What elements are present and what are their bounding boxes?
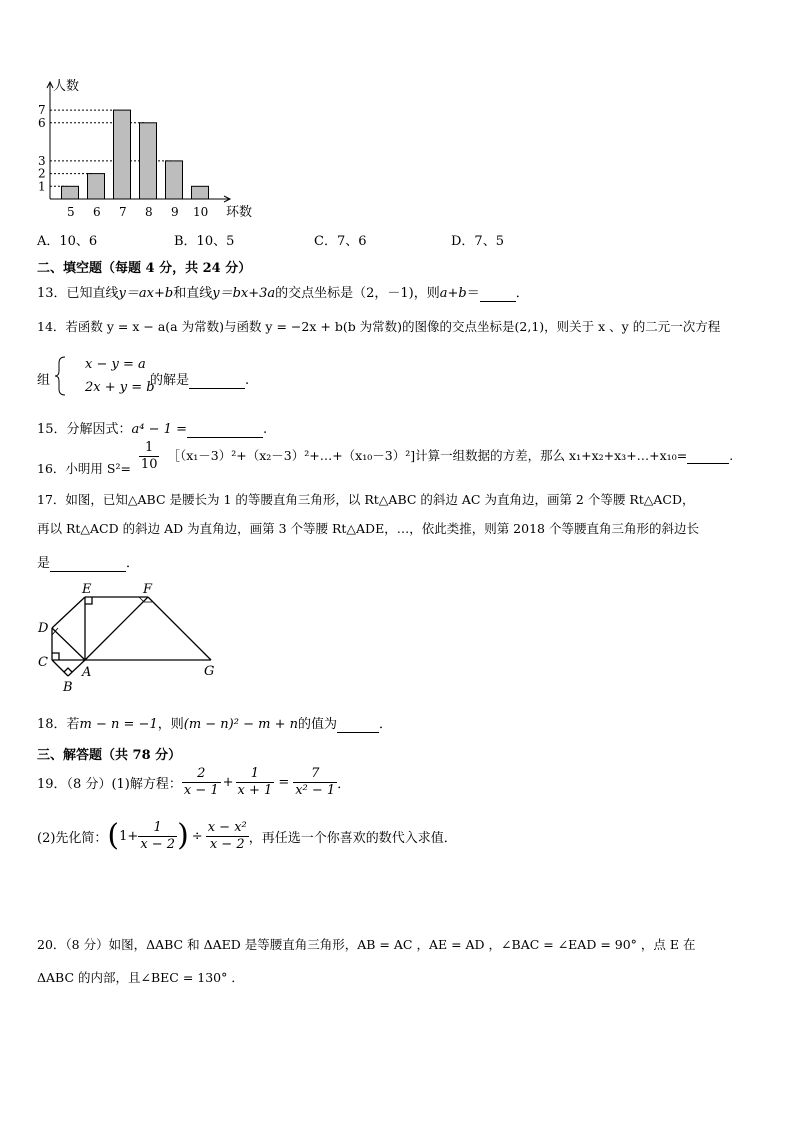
right-angle-c [52, 653, 59, 660]
q13-c: 和直线 [173, 286, 213, 301]
x-tick-label: 9 [171, 205, 179, 219]
label-d: D [38, 621, 49, 636]
q13-e: 的交点坐标是（2，－1)，则 [275, 286, 440, 301]
q15-b: a⁴ − 1 = [131, 422, 187, 437]
q18-c: ，则 [157, 717, 184, 732]
q19-frac2 [236, 766, 275, 799]
q16-end: . [729, 448, 734, 463]
q19-frac5-den: x − 2 [209, 836, 245, 852]
q19-frac5 [206, 820, 249, 853]
question-18 [37, 713, 392, 733]
q14-end: . [245, 373, 250, 388]
q20-line2: ΔABC 的内部，且∠BEC = 130° ． [37, 970, 244, 985]
q18-b: m − n = −1 [79, 717, 158, 732]
q13-answer-blank[interactable] [480, 286, 516, 302]
triangle-figure [30, 580, 230, 695]
q13-b: y＝ax+b [118, 286, 174, 301]
q16-a: 16．小明用 S²= [37, 461, 131, 476]
q19-plus: + [222, 774, 234, 790]
segment-cb [52, 660, 68, 676]
right-angle-e [85, 597, 92, 604]
bar [140, 123, 157, 199]
q13-end: ． [515, 286, 529, 301]
q18-end: ． [379, 717, 393, 732]
label-a: A [82, 665, 92, 680]
q19-frac2-num: 1 [236, 766, 275, 783]
q16-num: 1 [139, 440, 160, 457]
y-tick-label: 6 [38, 115, 46, 130]
q14-line1: 14．若函数 y = x − a(a 为常数)与函数 y = −2x + b(b 为常数)的图像的交点坐标是(2,1)，则关于 x 、y 的二元一次方程 [37, 319, 721, 334]
label-e: E [82, 582, 92, 597]
section-2-title: 二、填空题（每题 4 分，共 24 分） [37, 261, 252, 276]
bar [192, 186, 209, 199]
segment-de [52, 597, 85, 628]
q18-e: 的值为 [297, 717, 337, 732]
question-19-part1 [37, 762, 350, 802]
label-f: F [143, 582, 153, 597]
q17-line2: 再以 Rt△ACD 的斜边 AD 为直角边，画第 3 个等腰 Rt△ADE，…，依此类推，则第 2018 个等腰直角三角形的斜边长 [37, 521, 699, 536]
q18-a: 18．若 [37, 717, 80, 732]
q13-f: a+b [439, 286, 467, 301]
q19-equals: = [278, 774, 290, 790]
q16-b: ［（x₁－3）²+（x₂－3）²+…+（x₁₀－3）²]计算一组数据的方差，那么 x₁+x₂+x₃+…+x₁₀= [167, 448, 688, 463]
x-tick-label: 8 [145, 205, 153, 219]
y-tick-label: 1 [38, 179, 46, 194]
left-brace [53, 355, 67, 397]
right-paren: ) [177, 818, 189, 853]
y-axis-label: 人数 [53, 79, 80, 94]
y-tick-label: 7 [38, 103, 46, 118]
q14-zu: 组 [37, 373, 51, 388]
q19-p1-end: ． [337, 776, 351, 792]
question-19-part2 [37, 814, 457, 858]
y-tick-label: 3 [38, 153, 46, 168]
q19-frac3 [293, 766, 337, 799]
q17-line3-text: 是 [37, 556, 51, 571]
choice-d: D．7、5 [451, 234, 504, 249]
bar [114, 110, 131, 199]
label-c: C [38, 655, 48, 670]
y-tick-label: 2 [38, 166, 46, 181]
label-b: B [63, 680, 73, 695]
label-g: G [204, 664, 215, 679]
choice-b: B．10、5 [174, 234, 235, 249]
segment-fa [85, 597, 148, 660]
q19-frac1-num: 2 [182, 766, 221, 783]
question-16 [37, 440, 734, 476]
q19-frac5-num: x − x² [207, 819, 247, 835]
q18-d: (m − n)² − m + n [183, 717, 298, 732]
q19-number: 19．（8 分） [37, 776, 112, 792]
x-tick-label: 5 [67, 205, 75, 219]
q19-frac3-num: 7 [293, 766, 337, 783]
q19-frac2-den: x + 1 [237, 782, 273, 798]
q14-tail [150, 369, 249, 389]
q15-a: 15．分解因式： [37, 422, 132, 437]
q19-p2-tail: ，再任选一个你喜欢的数代入求值． [248, 830, 457, 846]
bar [62, 186, 79, 199]
q16-fraction [139, 440, 160, 473]
q18-answer-blank[interactable] [337, 717, 379, 733]
q13-g: ＝ [466, 286, 480, 301]
question-15 [37, 418, 267, 438]
question-13 [37, 282, 529, 302]
q19-p2-label: (2)先化简： [37, 830, 108, 846]
segment-fg [148, 597, 211, 660]
bar [88, 174, 105, 199]
segment-da [52, 628, 85, 660]
q17-end: ． [126, 556, 140, 571]
q19-frac3-den: x² − 1 [295, 782, 336, 798]
choice-a: A．10、6 [37, 234, 98, 249]
q19-frac1 [182, 766, 221, 799]
x-tick-label: 6 [93, 205, 101, 219]
q14-eq2: 2x + y = b [85, 380, 155, 395]
x-axis-label: 环数 [226, 205, 253, 220]
q13-d: y＝bx+3a [212, 286, 276, 301]
q19-one-plus: 1+ [119, 828, 139, 844]
q19-p1-label: (1)解方程： [111, 776, 182, 792]
bar [166, 161, 183, 199]
q17-answer-blank[interactable] [50, 556, 126, 572]
q15-end: . [262, 422, 268, 437]
x-tick-label: 10 [193, 205, 209, 219]
q14-answer-blank[interactable] [189, 373, 245, 389]
q19-frac1-den: x − 1 [183, 782, 219, 798]
q19-frac4-den: x − 2 [140, 836, 176, 852]
q17-line3 [37, 552, 139, 572]
q14-eq1: x − y = a [85, 357, 146, 372]
q20-line1: 20．（8 分）如图，ΔABC 和 ΔAED 是等腰直角三角形，AB = AC ，AE = AD ，∠BAC = ∠EAD = 90° ，点 E 在 [37, 937, 696, 952]
q14-tail-text: 的解是 [150, 373, 190, 388]
choice-c: C．7、6 [314, 234, 367, 249]
right-angle-b [64, 668, 72, 672]
bar-chart [30, 76, 260, 226]
x-tick-label: 7 [119, 205, 127, 219]
left-paren: ( [107, 818, 120, 853]
q16-answer-blank[interactable] [687, 448, 729, 464]
q15-answer-blank[interactable] [187, 422, 263, 438]
q19-frac4-num: 1 [138, 820, 177, 837]
q16-den: 10 [140, 457, 158, 472]
section-3-title: 三、解答题（共 78 分） [37, 748, 182, 763]
q17-line1: 17．如图，已知△ABC 是腰长为 1 的等腰直角三角形，以 Rt△ABC 的斜边 AC 为直角边，画第 2 个等腰 Rt△ACD， [37, 492, 695, 507]
q13-a: 13．已知直线 [37, 286, 119, 301]
q19-frac4 [138, 820, 177, 853]
q19-divide: ÷ [191, 828, 203, 844]
